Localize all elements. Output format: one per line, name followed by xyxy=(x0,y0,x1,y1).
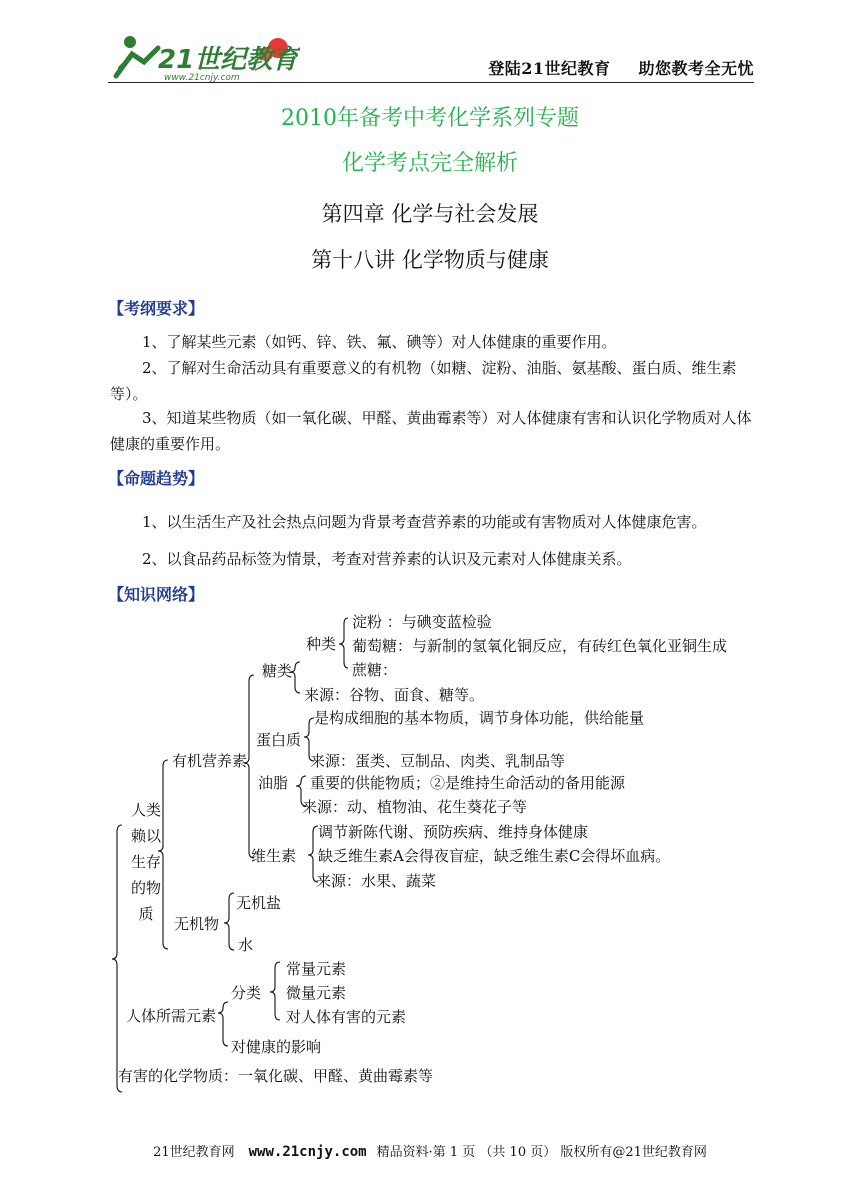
section-heading-network: 【知识网络】 xyxy=(108,585,205,604)
node-sugar-source: 来源：谷物、面食、糖等。 xyxy=(304,686,485,704)
node-protein-source: 来源：蛋类、豆制品、肉类、乳制品等 xyxy=(310,752,566,770)
node-vitamin-source: 来源：水果、蔬菜 xyxy=(316,872,437,890)
page-footer xyxy=(0,1141,860,1160)
node-harmful-substances: 有害的化学物质：一氧化碳、甲醛、黄曲霉素等 xyxy=(118,1067,434,1085)
node-salt: 无机盐 xyxy=(236,894,282,912)
node-micro: 微量元素 xyxy=(286,984,347,1002)
lecture-title: 第十八讲 化学物质与健康 xyxy=(311,248,549,272)
node-harmful-elements: 对人体有害的元素 xyxy=(286,1008,407,1026)
brace-root xyxy=(112,825,122,1092)
node-inorganic: 无机物 xyxy=(174,915,220,933)
node-elements: 人体所需元素 xyxy=(126,1007,217,1025)
node-sugar: 糖类 xyxy=(262,662,293,680)
node-protein-role: 是构成细胞的基本物质，调节身体功能，供给能量 xyxy=(314,709,645,727)
node-fat-role: 重要的供能物质；②是维持生命活动的备用能源 xyxy=(310,774,626,792)
requirement-item: 1、了解某些元素（如钙、锌、铁、氟、碘等）对人体健康的重要作用。 xyxy=(142,333,617,351)
slogan-left: 登陆21世纪教育 xyxy=(488,59,611,78)
node-fat: 油脂 xyxy=(258,774,289,792)
node-protein: 蛋白质 xyxy=(256,731,302,749)
node-macro: 常量元素 xyxy=(286,960,347,978)
logo-url: www.21cnjy.com xyxy=(164,73,240,83)
node-vitamin: 维生素 xyxy=(251,847,297,865)
node-classify: 分类 xyxy=(231,984,262,1002)
brace-elements xyxy=(218,1002,228,1046)
node-fat-source: 来源：动、植物油、花生葵花子等 xyxy=(302,798,528,816)
footer-url[interactable]: www.21cnjy.com xyxy=(248,1144,367,1160)
requirement-item: 2、了解对生命活动具有重要意义的有机物（如糖、淀粉、油脂、氨基酸、蛋白质、维生素等）。 xyxy=(110,359,737,403)
tree-root: 人类 赖以 生存 的物 质 xyxy=(130,801,161,923)
trend-item: 1、以生活生产及社会热点问题为背景考查营养素的功能或有害物质对人体健康危害。 xyxy=(142,513,707,531)
logo-text: 21世纪教育 xyxy=(158,45,299,75)
node-vitamin-role: 调节新陈代谢、预防疾病、维持身体健康 xyxy=(318,823,589,841)
subtitle: 化学考点完全解析 xyxy=(341,151,518,176)
node-water: 水 xyxy=(238,936,254,954)
trend-item: 2、以食品药品标签为情景，考查对营养素的认识及元素对人体健康关系。 xyxy=(142,550,632,568)
node-glucose: 葡萄糖：与新制的氢氧化铜反应，有砖红色氧化亚铜生成 xyxy=(352,637,728,655)
chapter-title: 第四章 化学与社会发展 xyxy=(321,202,539,226)
footer-left: 21世纪教育网 xyxy=(153,1145,235,1160)
section-heading-trends: 【命题趋势】 xyxy=(108,469,205,488)
series-title: 2010年备考中考化学系列专题 xyxy=(281,106,579,131)
node-sucrose: 蔗糖： xyxy=(352,661,398,679)
brace-inorganic xyxy=(224,893,234,950)
slogan-right: 助您教考全无忧 xyxy=(638,59,754,78)
footer-right: 精品资料·第 1 页 （共 10 页） 版权所有@21世纪教育网 xyxy=(376,1145,707,1160)
node-starch: 淀粉 ：与碘变蓝检验 xyxy=(352,613,492,631)
node-kinds: 种类 xyxy=(306,635,337,653)
section-heading-requirements: 【考纲要求】 xyxy=(108,299,205,318)
brace-kinds xyxy=(339,618,348,668)
node-vitamin-lack: 缺乏维生素A会得夜盲症，缺乏维生素C会得坏血病。 xyxy=(318,847,671,865)
brace-classify xyxy=(270,962,280,1020)
node-organic-nutrients: 有机营养素 xyxy=(172,752,248,770)
node-health-effect: 对健康的影响 xyxy=(231,1038,322,1056)
requirement-item: 3、知道某些物质（如一氧化碳、甲醛、黄曲霉素等）对人体健康有害和认识化学物质对人体健康的重要作用。 xyxy=(110,409,752,453)
